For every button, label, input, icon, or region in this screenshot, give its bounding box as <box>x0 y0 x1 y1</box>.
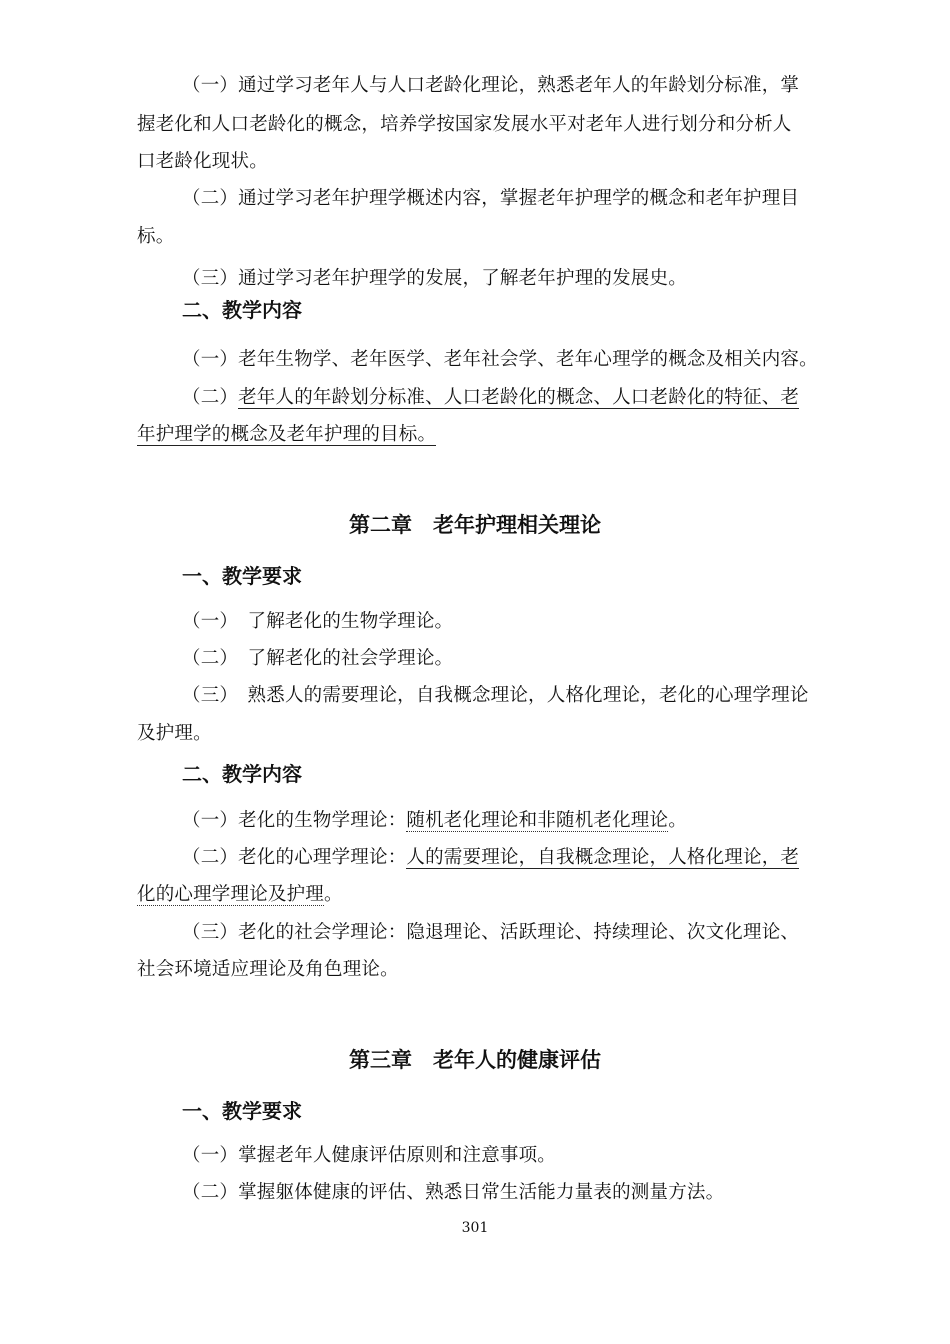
ch1-content-2-line-2 <box>137 422 436 448</box>
ch1-content-2-line-1 <box>182 385 799 411</box>
ch2-content-3-line-1: （三）老化的社会学理论：隐退理论、活跃理论、持续理论、次文化理论、 <box>182 922 800 943</box>
ch1-content-1: （一）老年生物学、老年医学、老年社会学、老年心理学的概念及相关内容。 <box>182 349 818 370</box>
ch1-content-2-prefix: （二） <box>182 387 239 408</box>
ch2-content-1-suffix: 。 <box>668 810 687 831</box>
ch1-req-2-line-1: （二）通过学习老年护理学概述内容，掌握老年护理学的概念和老年护理目 <box>182 188 800 209</box>
ch2-content-2-suffix: 。 <box>324 884 343 905</box>
ch2-title: 第二章 老年护理相关理论 <box>349 513 601 537</box>
ch3-req-heading: 一、教学要求 <box>182 1099 302 1123</box>
ch2-content-3-line-2: 社会环境适应理论及角色理论。 <box>137 959 399 980</box>
ch3-title: 第三章 老年人的健康评估 <box>349 1048 601 1072</box>
ch2-req-1: （一） 了解老化的生物学理论。 <box>182 611 454 632</box>
ch1-content-2-underlined-1: 老年人的年龄划分标准、人口老龄化的概念、人口老龄化的特征、老 <box>238 387 800 408</box>
ch2-content-1-prefix: （一）老化的生物学理论： <box>182 810 407 831</box>
ch2-content-heading: 二、教学内容 <box>182 762 302 786</box>
ch2-content-1 <box>182 808 687 834</box>
ch1-req-1-line-3: 口老龄化现状。 <box>137 151 268 172</box>
ch1-req-2-line-2: 标。 <box>137 226 175 247</box>
ch2-content-2-underlined-1: 人的需要理论，自我概念理论，人格化理论，老 <box>406 847 800 868</box>
ch1-req-1-line-2: 握老化和人口老龄化的概念，培养学按国家发展水平对老年人进行划分和分析人 <box>137 114 792 135</box>
ch2-content-1-dotted: 随机老化理论和非随机老化理论 <box>406 810 669 831</box>
ch1-content-heading: 二、教学内容 <box>182 298 302 322</box>
ch2-req-3-line-1: （三） 熟悉人的需要理论，自我概念理论，人格化理论，老化的心理学理论 <box>182 685 809 706</box>
ch2-req-2: （二） 了解老化的社会学理论。 <box>182 648 454 669</box>
ch1-content-2-underlined-2: 年护理学的概念及老年护理的目标。 <box>137 424 437 445</box>
ch2-content-2-line-2 <box>137 882 343 908</box>
ch2-content-2-line-1 <box>182 845 799 871</box>
ch1-req-1-line-1: （一）通过学习老年人与人口老龄化理论，熟悉老年人的年龄划分标准，掌 <box>182 75 800 96</box>
ch2-req-heading: 一、教学要求 <box>182 564 302 588</box>
ch1-req-3: （三）通过学习老年护理学的发展，了解老年护理的发展史。 <box>182 268 687 289</box>
ch2-req-3-line-2: 及护理。 <box>137 723 212 744</box>
page-number: 301 <box>461 1220 489 1236</box>
ch3-req-2: （二）掌握躯体健康的评估、熟悉日常生活能力量表的测量方法。 <box>182 1182 725 1203</box>
ch3-req-1: （一）掌握老年人健康评估原则和注意事项。 <box>182 1145 557 1166</box>
ch2-content-2-underlined-2: 化的心理学理论及护理 <box>137 884 325 905</box>
ch2-content-2-prefix: （二）老化的心理学理论： <box>182 847 407 868</box>
